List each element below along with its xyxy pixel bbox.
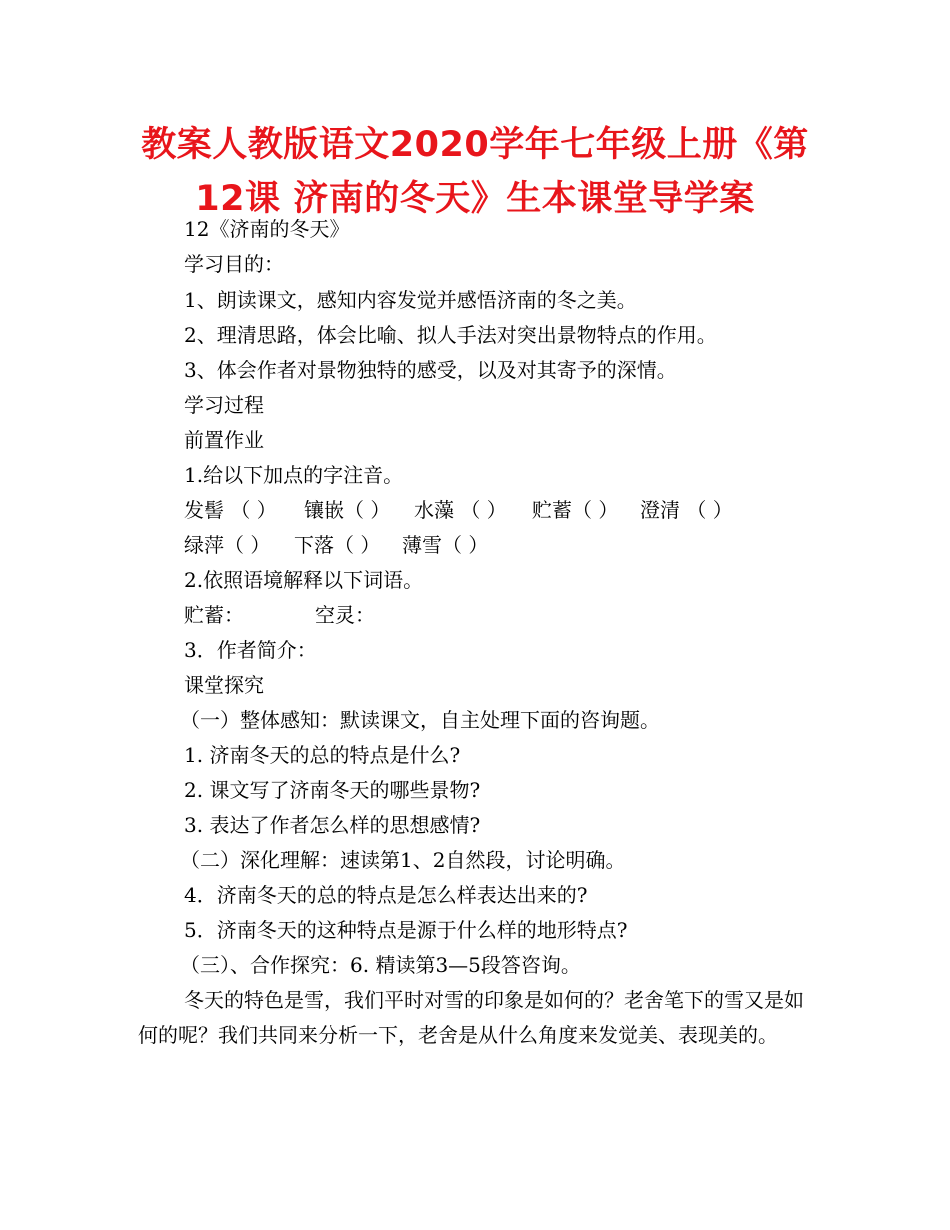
objective-3: 3、体会作者对景物独特的感受，以及对其寄予的深情。 — [184, 358, 677, 382]
question-5: 5．济南冬天的这种特点是源于什么样的地形特点? — [184, 918, 628, 942]
question-3: 3. 表达了作者怎么样的思想感情? — [184, 813, 481, 837]
pinyin-word-5: 澄清 （ ） — [640, 498, 733, 522]
task-3: 3．作者简介： — [184, 638, 317, 662]
pinyin-word-4: 贮蓄（ ） — [532, 498, 619, 522]
task-2: 2.依照语境解释以下词语。 — [184, 568, 424, 592]
pinyin-word-1: 发髻 （ ） — [184, 498, 277, 522]
pinyin-word-2: 镶嵌（ ） — [304, 498, 391, 522]
pinyin-word-8: 薄雪（ ） — [402, 533, 489, 557]
title-line-1: 教案人教版语文2020学年七年级上册《第 — [141, 125, 809, 165]
section-1-heading: （一）整体感知：默读课文，自主处理下面的咨询题。 — [180, 708, 660, 732]
question-4: 4．济南冬天的总的特点是怎么样表达出来的? — [184, 883, 588, 907]
section-3-heading: （三）、合作探究：6. 精读第3—5段答咨询。 — [180, 953, 581, 977]
task-1: 1.给以下加点的字注音。 — [184, 463, 404, 487]
pinyin-word-6: 绿萍（ ） — [184, 533, 271, 557]
term-1: 贮蓄： — [184, 603, 244, 627]
section-2-heading: （二）深化理解：速读第1、2自然段，讨论明确。 — [180, 848, 626, 872]
inquiry-heading: 课堂探究 — [184, 673, 264, 697]
pinyin-word-7: 下落（ ） — [294, 533, 381, 557]
objectives-heading: 学习目的： — [184, 252, 284, 276]
document-title — [110, 118, 840, 226]
term-2: 空灵： — [315, 603, 375, 627]
question-1: 1. 济南冬天的总的特点是什么? — [184, 743, 461, 767]
objective-1: 1、朗读课文，感知内容发觉并感悟济南的冬之美。 — [184, 288, 637, 312]
body-paragraph: 冬天的特色是雪，我们平时对雪的印象是如何的？老舍笔下的雪又是如何的呢？我们共同来分析一下，老舍是从什么角度来发觉美、表现美的。 — [138, 988, 804, 1047]
objective-2: 2、理清思路，体会比喻、拟人手法对突出景物特点的作用。 — [184, 323, 717, 347]
lesson-heading: 12《济南的冬天》 — [184, 217, 350, 241]
process-heading: 学习过程 — [184, 393, 264, 417]
homework-heading: 前置作业 — [184, 428, 264, 452]
question-2: 2. 课文写了济南冬天的哪些景物? — [184, 778, 481, 802]
title-line-2: 12课 济南的冬天》生本课堂导学案 — [195, 179, 755, 219]
pinyin-word-3: 水藻 （ ） — [414, 498, 507, 522]
